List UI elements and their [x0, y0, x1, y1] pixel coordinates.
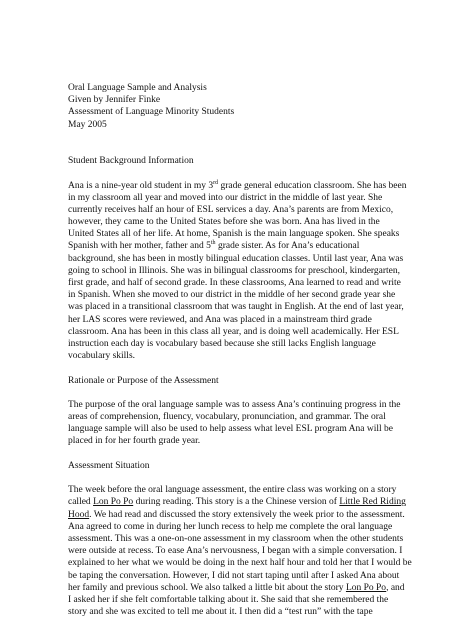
- text-line: The week before the oral language assessment, the entire class was working on a story: [68, 485, 397, 496]
- header-title: Oral Language Sample and Analysis: [68, 83, 207, 93]
- book-title: Lon Po Po: [345, 582, 387, 593]
- text-line: Ana is a nine-year old student in my 3rd grade general education classroom. She has been: [68, 179, 407, 191]
- header-course: Assessment of Language Minority Students: [68, 107, 235, 118]
- text-line: assessment. This was a one-on-one assessment in my classroom when the other students: [68, 533, 404, 544]
- text-line: first grade, and half of second grade. In these classrooms, Ana learned to read and write: [68, 278, 401, 288]
- text-line: currently receives half an hour of ESL services a day. Ana’s parents are from Mexico,: [68, 204, 394, 215]
- book-title: Hood: [68, 509, 90, 520]
- text-line: however, they came to the United States before she was born. Ana has lived in the: [68, 217, 380, 228]
- text-line: her family and previous school. We also talked a little bit about the story Lon Po Po, and: [68, 582, 405, 593]
- book-title: Lon Po Po: [93, 497, 134, 508]
- text-line: background, she has been in mostly bilingual education classes. Until last year, Ana was: [68, 253, 404, 264]
- text-line: were outside at recess. To ease Ana’s nervousness, I began with a simple conversation. I: [68, 546, 403, 557]
- text-line: her LAS scores were reviewed, and Ana was placed in a mainstream third grade: [68, 314, 372, 325]
- text-line: language sample will also be used to help assess what level ESL program Ana will be: [68, 424, 393, 435]
- text-line: called Lon Po Po during reading. This story is a the Chinese version of Little Red Riding: [68, 497, 406, 508]
- book-title: Little Red Riding: [339, 497, 406, 508]
- text-line: was placed in a transitional classroom that was taught in English. At the end of last year,: [68, 302, 404, 313]
- section-heading: Student Background Information: [68, 156, 194, 167]
- section-situation: [68, 460, 412, 618]
- text-line: instruction each day is vocabulary based because she still lacks English language: [68, 338, 376, 349]
- text-line: explained to her what we would be doing in the next half hour and told her that I would be: [68, 558, 412, 569]
- text-line: areas of comprehension, fluency, vocabulary, pronunciation, and grammar. The oral: [68, 412, 386, 423]
- paragraph: [68, 180, 408, 363]
- header-author: Given by Jennifer Finke: [68, 95, 161, 106]
- document-body: [68, 82, 412, 618]
- document-header: [68, 82, 408, 131]
- text-line: Hood. We had read and discussed the story extensively the week prior to the assessment.: [68, 509, 405, 520]
- text-line: vocabulary skills.: [68, 351, 136, 362]
- text-line: United States all of her life. At home, Spanish is the main language spoken. She speaks: [68, 229, 400, 240]
- text-line: in Spanish. When she moved to our district in the middle of her second grade year she: [68, 290, 396, 301]
- text-line: going to school in Illinois. She was in bilingual classrooms for preschool, kindergarten,: [68, 265, 401, 276]
- section-background: [68, 155, 408, 362]
- text-line: in my classroom all year and moved into our district in the middle of last year. She: [68, 192, 383, 203]
- text-line: Spanish with her mother, father and 5th grade sister. As for Ana’s educational: [68, 240, 360, 252]
- text-line: story and she was excited to tell me about it. I then did a “test run” with the tape: [68, 607, 373, 618]
- text-line: be taping the conversation. However, I did not start taping until after I asked Ana about: [68, 570, 400, 581]
- section-rationale: [68, 375, 408, 448]
- text-line: The purpose of the oral language sample was to assess Ana’s continuing progress in the: [68, 399, 401, 410]
- section-heading: Assessment Situation: [68, 460, 150, 471]
- paragraph: [68, 484, 412, 618]
- text-line: classroom. Ana has been in this class all year, and is doing well academically. Her ESL: [68, 326, 399, 337]
- text-line: placed in for her fourth grade year.: [68, 436, 201, 447]
- paragraph: [68, 399, 408, 448]
- section-heading: Rationale or Purpose of the Assessment: [68, 375, 219, 386]
- header-date: May 2005: [68, 119, 107, 130]
- text-line: Ana agreed to come in during her lunch recess to help me complete the oral language: [68, 521, 393, 532]
- text-line: I asked her if she felt comfortable talking about it. She said that she remembered the: [68, 594, 389, 605]
